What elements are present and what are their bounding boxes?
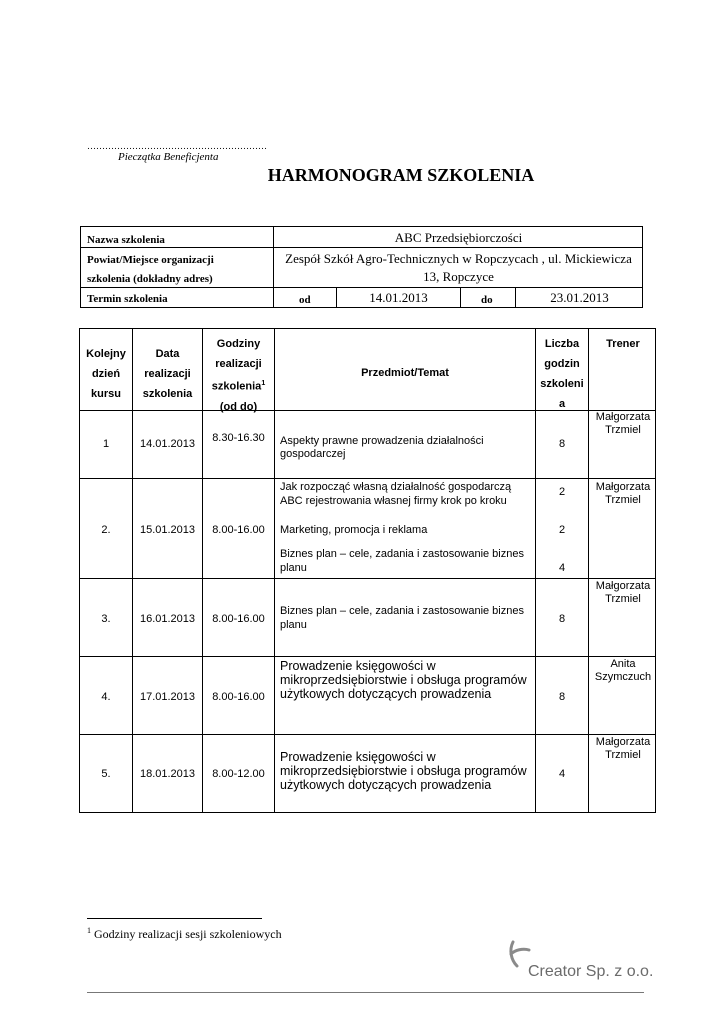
row2-subject-line4: Biznes plan – cele, zadania i zastosowanie biznes [280,548,524,560]
footnote: $^1$ Godziny realizacji sesji szkoleniowych [87,926,282,941]
row4-day: 4. [101,691,111,703]
row2-subject-line3: Marketing, promocja i reklama [280,524,428,536]
header-day: Kolejny dzień kursu [86,348,126,400]
info-table [80,226,643,308]
row5-trainer-line2: Trzmiel [605,749,641,761]
name-value: ABC Przedsiębiorczości [394,230,523,245]
place-label-line1: Powiat/Miejsce organizacji [87,254,214,266]
row3-day: 3. [101,613,111,625]
row2-subject-line2: ABC rejestrowania własnej firmy krok po kroku [280,495,507,507]
to-label: do [481,294,493,306]
stamp-label: Pieczątka Beneficjenta [118,151,219,163]
row1-subject-line2: gospodarczej [280,448,346,460]
row1-trainer-line1: Małgorzata [595,411,651,423]
row2-count-1: 2 [558,486,566,498]
header-trainer: Trener [606,338,640,350]
row4-subject-line3: użytkowych dotyczących prowadzenia [280,687,492,701]
header-subject: Przedmiot/Temat [361,367,449,379]
row2-trainer-line2: Trzmiel [605,494,641,506]
row1-subject-line1: Aspekty prawne prowadzenia działalności [280,435,484,447]
row4-subject-line2: mikroprzedsiębiorstwie i obsługa programów [280,673,527,687]
row2-day: 2. [101,524,111,536]
row2-date: 15.01.2013 [139,524,196,536]
place-value-line2: 13, Ropczyce [423,269,494,284]
row3-subject-line1: Biznes plan – cele, zadania i zastosowanie biznes [280,605,524,617]
row2-hours: 8.00-16.00 [212,524,265,536]
row4-trainer-line1: Anita [610,658,636,670]
term-label: Termin szkolenia [87,293,168,305]
row2-trainer-line1: Małgorzata [595,481,651,493]
row5-trainer-line1: Małgorzata [595,736,651,748]
row1-day: 1 [102,438,110,450]
header-count: Liczba godzin szkoleni a [540,338,584,410]
row5-date: 18.01.2013 [139,768,196,780]
row2-subject-line5: planu [280,562,307,574]
header-date: Data realizacji szkolenia [142,348,193,400]
footnote-separator [87,918,262,919]
to-value: 23.01.2013 [550,290,609,305]
row2-count-2: 2 [558,524,566,536]
row5-subject-line1: Prowadzenie księgowości w [280,750,436,764]
row4-count: 8 [558,691,566,703]
row3-hours: 8.00-16.00 [212,613,265,625]
place-label-line2: szkolenia (dokładny adres) [87,273,213,285]
row1-hours: 8.30-16.30 [212,432,265,444]
from-label: od [299,294,311,306]
row3-date: 16.01.2013 [139,613,196,625]
footer-line [87,992,644,993]
row5-hours: 8.00-12.00 [212,768,265,780]
logo-text: Creator Sp. z o.o. [528,963,654,980]
place-value-line1: Zespół Szkół Agro-Technicznych w Ropczycach , ul. Mickiewicza [285,251,632,266]
row5-day: 5. [101,768,111,780]
row3-trainer-line1: Małgorzata [595,580,651,592]
row5-subject-line2: mikroprzedsiębiorstwie i obsługa programów [280,764,527,778]
row5-subject-line3: użytkowych dotyczących prowadzenia [280,778,492,792]
schedule-table [79,328,656,813]
name-label: Nazwa szkolenia [87,234,165,246]
row3-trainer-line2: Trzmiel [605,593,641,605]
row4-trainer-line2: Szymczuch [594,671,652,683]
row1-trainer-line2: Trzmiel [605,424,641,436]
header-hours: Godziny realizacji szkolenia$^1$ (od do) [211,338,266,413]
row3-subject-line2: planu [280,619,307,631]
row3-count: 8 [558,613,566,625]
row4-subject-line1: Prowadzenie księgowości w [280,659,436,673]
row1-date: 14.01.2013 [139,438,196,450]
row2-count-3: 4 [558,562,566,574]
stamp-dots: …………………………………………………… [87,141,267,151]
row4-date: 17.01.2013 [139,691,196,703]
row2-subject-line1: Jak rozpocząć własną działalność gospodarczą [280,481,512,493]
row1-count: 8 [558,438,566,450]
row5-count: 4 [558,768,566,780]
row4-hours: 8.00-16.00 [212,691,265,703]
from-value: 14.01.2013 [369,290,428,305]
page-title: HARMONOGRAM SZKOLENIA [267,165,535,185]
